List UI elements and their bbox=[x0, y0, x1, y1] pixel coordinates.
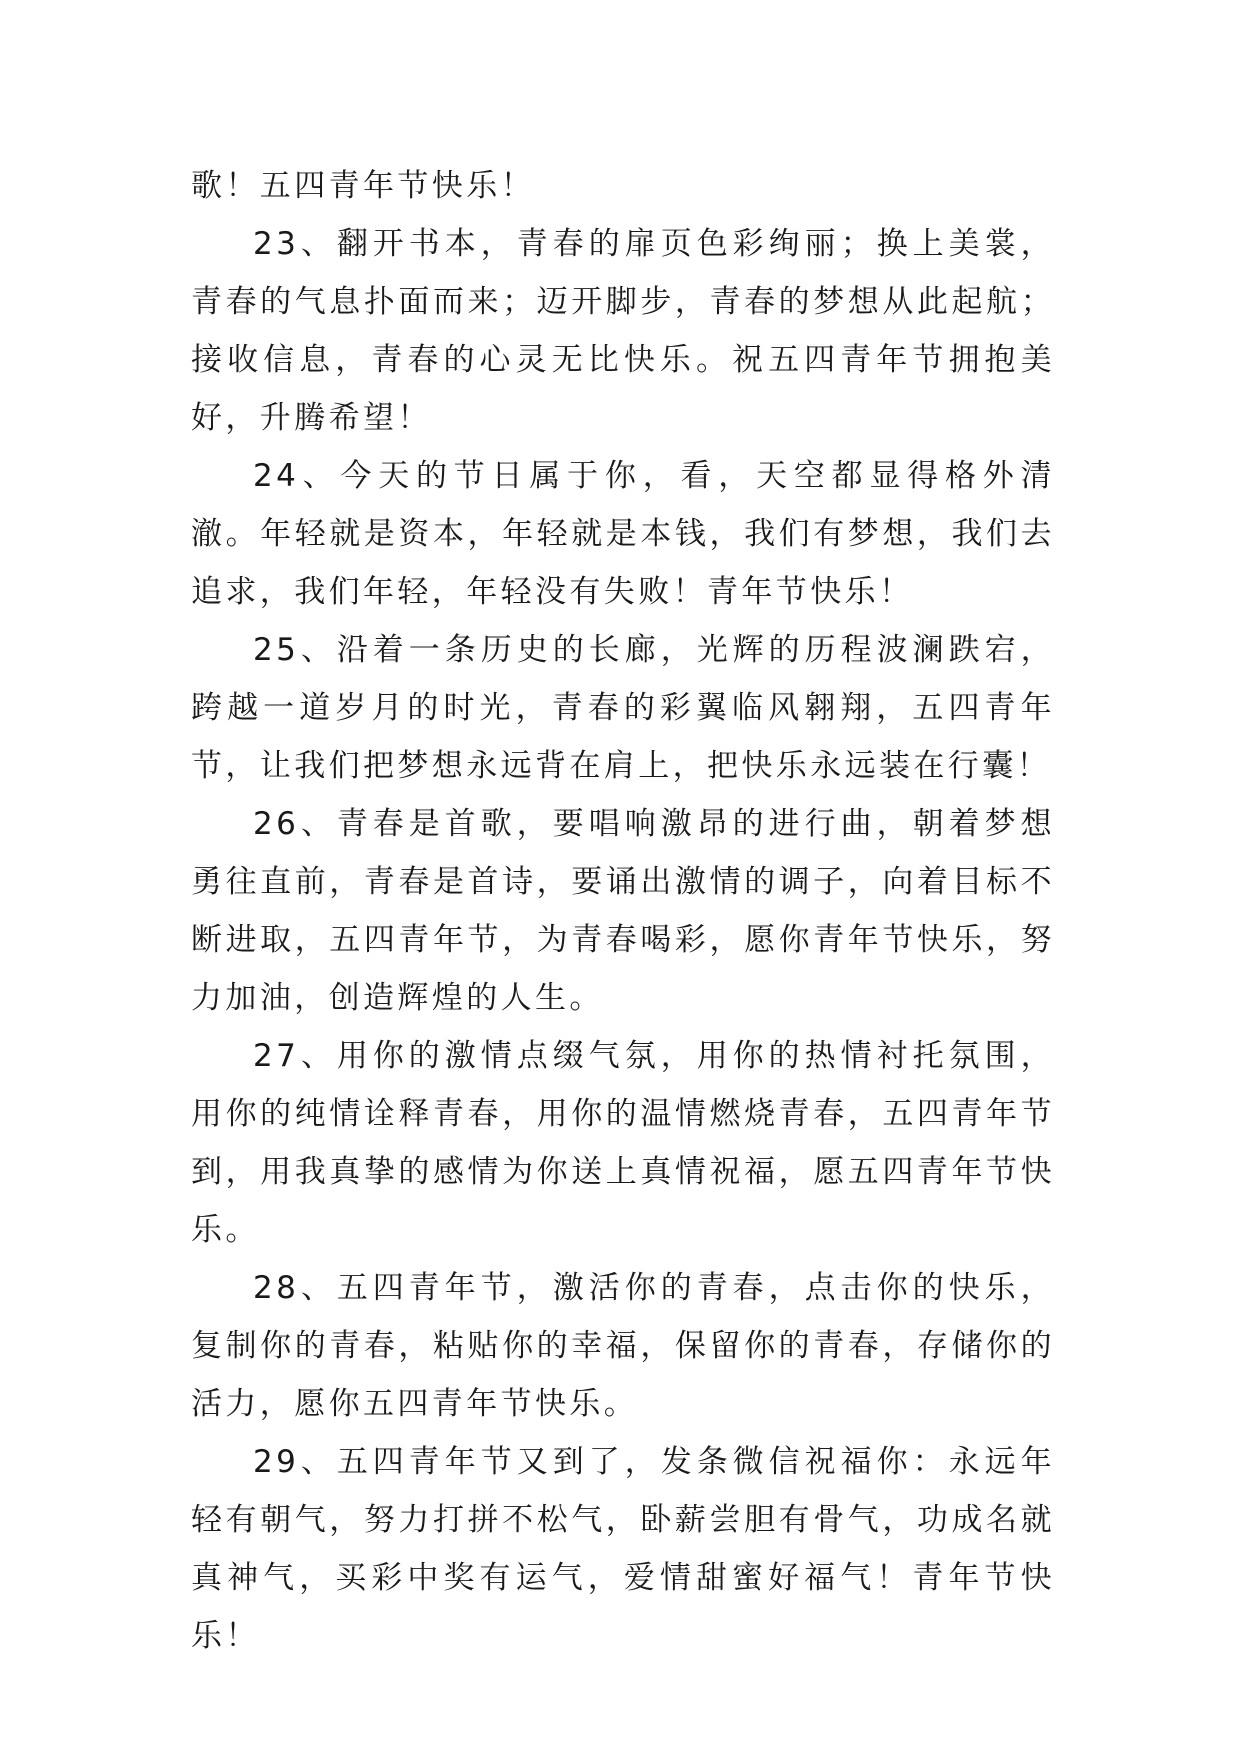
paragraph-28: 28、五四青年节，激活你的青春，点击你的快乐，复制你的青春，粘贴你的幸福，保留你的青春，存储你的活力，愿你五四青年节快乐。 bbox=[191, 1270, 1055, 1422]
paragraph-26: 26、青春是首歌，要唱响激昂的进行曲，朝着梦想勇往直前，青春是首诗，要诵出激情的调子，向着目标不断进取，五四青年节，为青春喝彩，愿你青年节快乐，努力加油，创造辉煌的人生。 bbox=[191, 806, 1055, 1016]
paragraph-24: 24、今天的节日属于你，看，天空都显得格外清澈。年轻就是资本，年轻就是本钱，我们有梦想，我们去追求，我们年轻，年轻没有失败！青年节快乐！ bbox=[191, 458, 1055, 610]
document-body bbox=[191, 157, 1055, 1665]
paragraph-27: 27、用你的激情点缀气氛，用你的热情衬托氛围，用你的纯情诠释青春，用你的温情燃烧青春，五四青年节到，用我真挚的感情为你送上真情祝福，愿五四青年节快乐。 bbox=[191, 1038, 1055, 1248]
paragraph-25: 25、沿着一条历史的长廊，光辉的历程波澜跌宕，跨越一道岁月的时光，青春的彩翼临风翱翔，五四青年节，让我们把梦想永远背在肩上，把快乐永远装在行囊！ bbox=[191, 632, 1055, 784]
paragraph-29: 29、五四青年节又到了，发条微信祝福你：永远年轻有朝气，努力打拼不松气，卧薪尝胆有骨气，功成名就真神气，买彩中奖有运气，爱情甜蜜好福气！青年节快乐！ bbox=[191, 1444, 1055, 1654]
paragraph-22-continuation: 歌！五四青年节快乐！ bbox=[191, 168, 535, 204]
paragraph-23: 23、翻开书本，青春的扉页色彩绚丽；换上美裳，青春的气息扑面而来；迈开脚步，青春的梦想从此起航；接收信息，青春的心灵无比快乐。祝五四青年节拥抱美好，升腾希望！ bbox=[191, 226, 1055, 436]
